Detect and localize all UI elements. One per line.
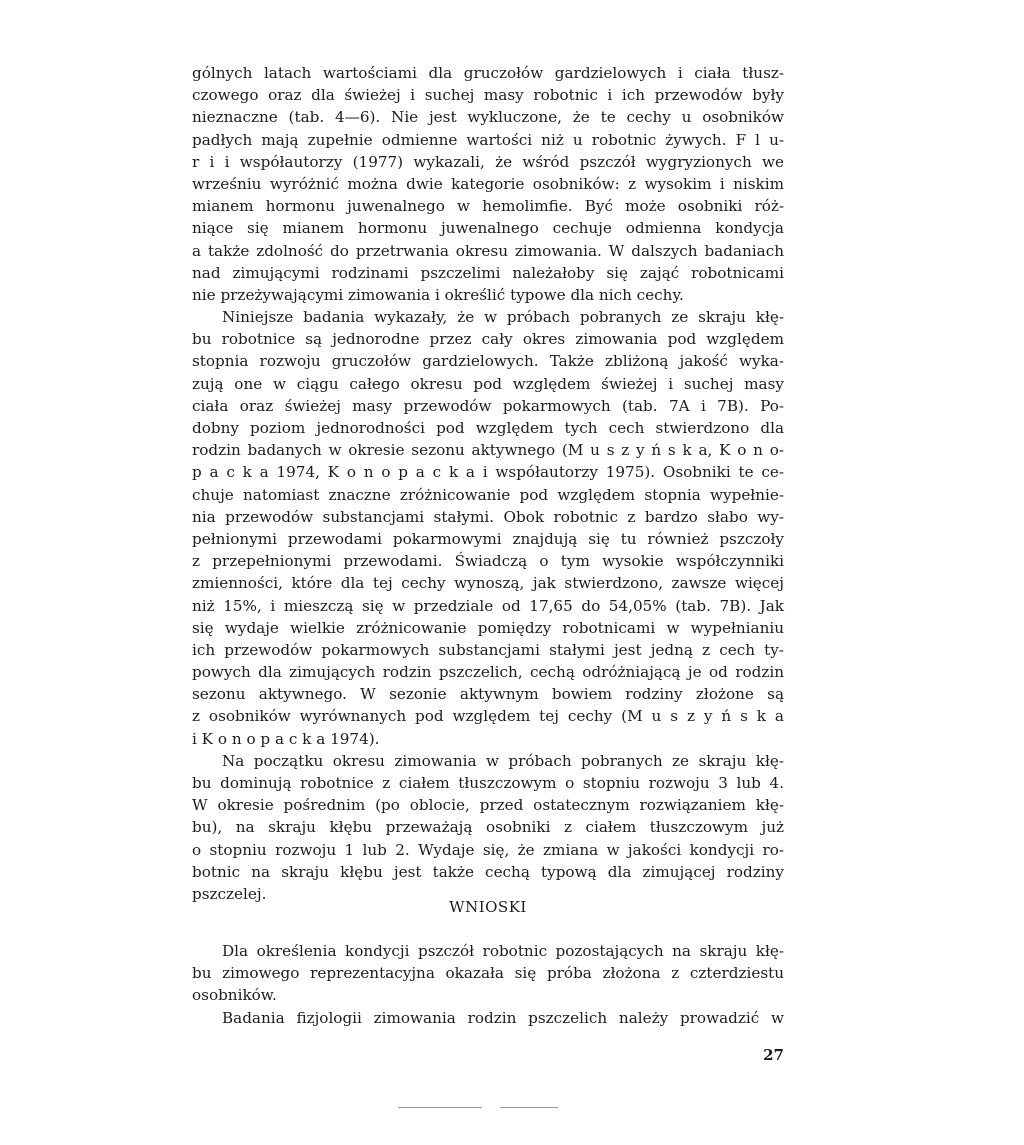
text-line: padłych mają zupełnie odmienne wartości niż u robotnic żywych. F l u- bbox=[192, 130, 784, 149]
footer-rule bbox=[398, 1107, 482, 1108]
text-line: pszczelej. bbox=[192, 884, 267, 903]
page-number: 27 bbox=[763, 1046, 784, 1064]
text-line: botnic na skraju kłębu jest także cechą typową dla zimującej rodziny bbox=[192, 862, 784, 881]
text-line: z osobników wyrównanych pod względem tej cechy (M u s z y ń s k a bbox=[192, 707, 784, 726]
text-line: niące się mianem hormonu juwenalnego cechuje odmienna kondycja bbox=[192, 219, 784, 238]
text-line: ich przewodów pokarmowych substancjami stałymi jest jedną z cech ty- bbox=[192, 640, 784, 659]
text-line: nia przewodów substancjami stałymi. Obok robotnic z bardzo słabo wy- bbox=[192, 507, 784, 526]
text-line: zują one w ciągu całego okresu pod względem świeżej i suchej masy bbox=[192, 374, 784, 393]
text-line: W okresie pośrednim (po oblocie, przed ostatecznym rozwiązaniem kłę- bbox=[192, 796, 784, 815]
text-line: r i i współautorzy (1977) wykazali, że wśród pszczół wygryzionych we bbox=[192, 152, 784, 171]
text-line: chuje natomiast znaczne zróżnicowanie pod względem stopnia wypełnie- bbox=[192, 485, 784, 504]
text-line: osobników. bbox=[192, 986, 277, 1005]
text-line: Dla określenia kondycji pszczół robotnic pozostających na skraju kłę- bbox=[222, 942, 784, 960]
text-line: Niniejsze badania wykazały, że w próbach pobranych ze skraju kłę- bbox=[222, 308, 784, 327]
text-line: bu dominują robotnice z ciałem tłuszczowym o stopniu rozwoju 3 lub 4. bbox=[192, 774, 784, 792]
text-line: pełnionymi przewodami pokarmowymi znajdują się tu również pszczoły bbox=[192, 529, 784, 548]
text-line: sezonu aktywnego. W sezonie aktywnym bowiem rodziny złożone są bbox=[192, 685, 784, 704]
text-line: Na początku okresu zimowania w próbach pobranych ze skraju kłę- bbox=[222, 751, 784, 770]
text-line: ciała oraz świeżej masy przewodów pokarmowych (tab. 7A i 7B). Po- bbox=[192, 396, 784, 415]
text-line: rodzin badanych w okresie sezonu aktywnego (M u s z y ń s k a, K o n o- bbox=[192, 441, 784, 460]
text-line: Badania fizjologii zimowania rodzin pszczelich należy prowadzić w bbox=[222, 1008, 784, 1027]
body-text bbox=[192, 62, 784, 905]
text-line: o stopniu rozwoju 1 lub 2. Wydaje się, że zmiana w jakości kondycji ro- bbox=[192, 840, 784, 859]
text-line: a także zdolność do przetrwania okresu zimowania. W dalszych badaniach bbox=[192, 241, 784, 260]
text-line: wrześniu wyróżnić można dwie kategorie osobników: z wysokim i niskim bbox=[192, 174, 784, 193]
text-line: powych dla zimujących rodzin pszczelich, cechą odróżniającą je od rodzin bbox=[192, 663, 784, 682]
text-line: nie przeżywającymi zimowania i określić typowe dla nich cechy. bbox=[192, 285, 684, 304]
conclusions-text bbox=[192, 940, 784, 1029]
text-line: bu zimowego reprezentacyjna okazała się próba złożona z czterdziestu bbox=[192, 964, 784, 983]
text-line: dobny poziom jednorodności pod względem tych cech stwierdzono dla bbox=[192, 419, 784, 437]
text-line: zmienności, które dla tej cechy wynoszą, jak stwierdzono, zawsze więcej bbox=[192, 574, 784, 593]
text-line: niż 15%, i mieszczą się w przedziale od 17,65 do 54,05% (tab. 7B). Jak bbox=[192, 596, 784, 615]
text-line: i K o n o p a c k a 1974). bbox=[192, 729, 380, 748]
section-heading: WNIOSKI bbox=[449, 898, 527, 916]
text-line: z przepełnionymi przewodami. Świadczą o tym wysokie współczynniki bbox=[192, 552, 784, 571]
text-line: bu), na skraju kłębu przeważają osobniki z ciałem tłuszczowym już bbox=[192, 818, 784, 837]
text-line: bu robotnice są jednorodne przez cały okres zimowania pod względem bbox=[192, 330, 784, 349]
text-line: nad zimującymi rodzinami pszczelimi należałoby się zająć robotnicami bbox=[192, 263, 784, 282]
text-line: mianem hormonu juwenalnego w hemolimfie. Być może osobniki róż- bbox=[192, 197, 784, 216]
text-line: czowego oraz dla świeżej i suchej masy robotnic i ich przewodów były bbox=[192, 86, 784, 105]
footer-rule bbox=[500, 1107, 558, 1108]
text-line: p a c k a 1974, K o n o p a c k a i współautorzy 1975). Osobniki te ce- bbox=[192, 463, 784, 482]
text-line: nieznaczne (tab. 4—6). Nie jest wykluczone, że te cechy u osobników bbox=[192, 108, 784, 127]
text-line: gólnych latach wartościami dla gruczołów gardzielowych i ciała tłusz- bbox=[192, 64, 784, 82]
text-line: stopnia rozwoju gruczołów gardzielowych. Także zbliżoną jakość wyka- bbox=[192, 352, 784, 371]
text-line: się wydaje wielkie zróżnicowanie pomiędzy robotnicami w wypełnianiu bbox=[192, 618, 784, 637]
